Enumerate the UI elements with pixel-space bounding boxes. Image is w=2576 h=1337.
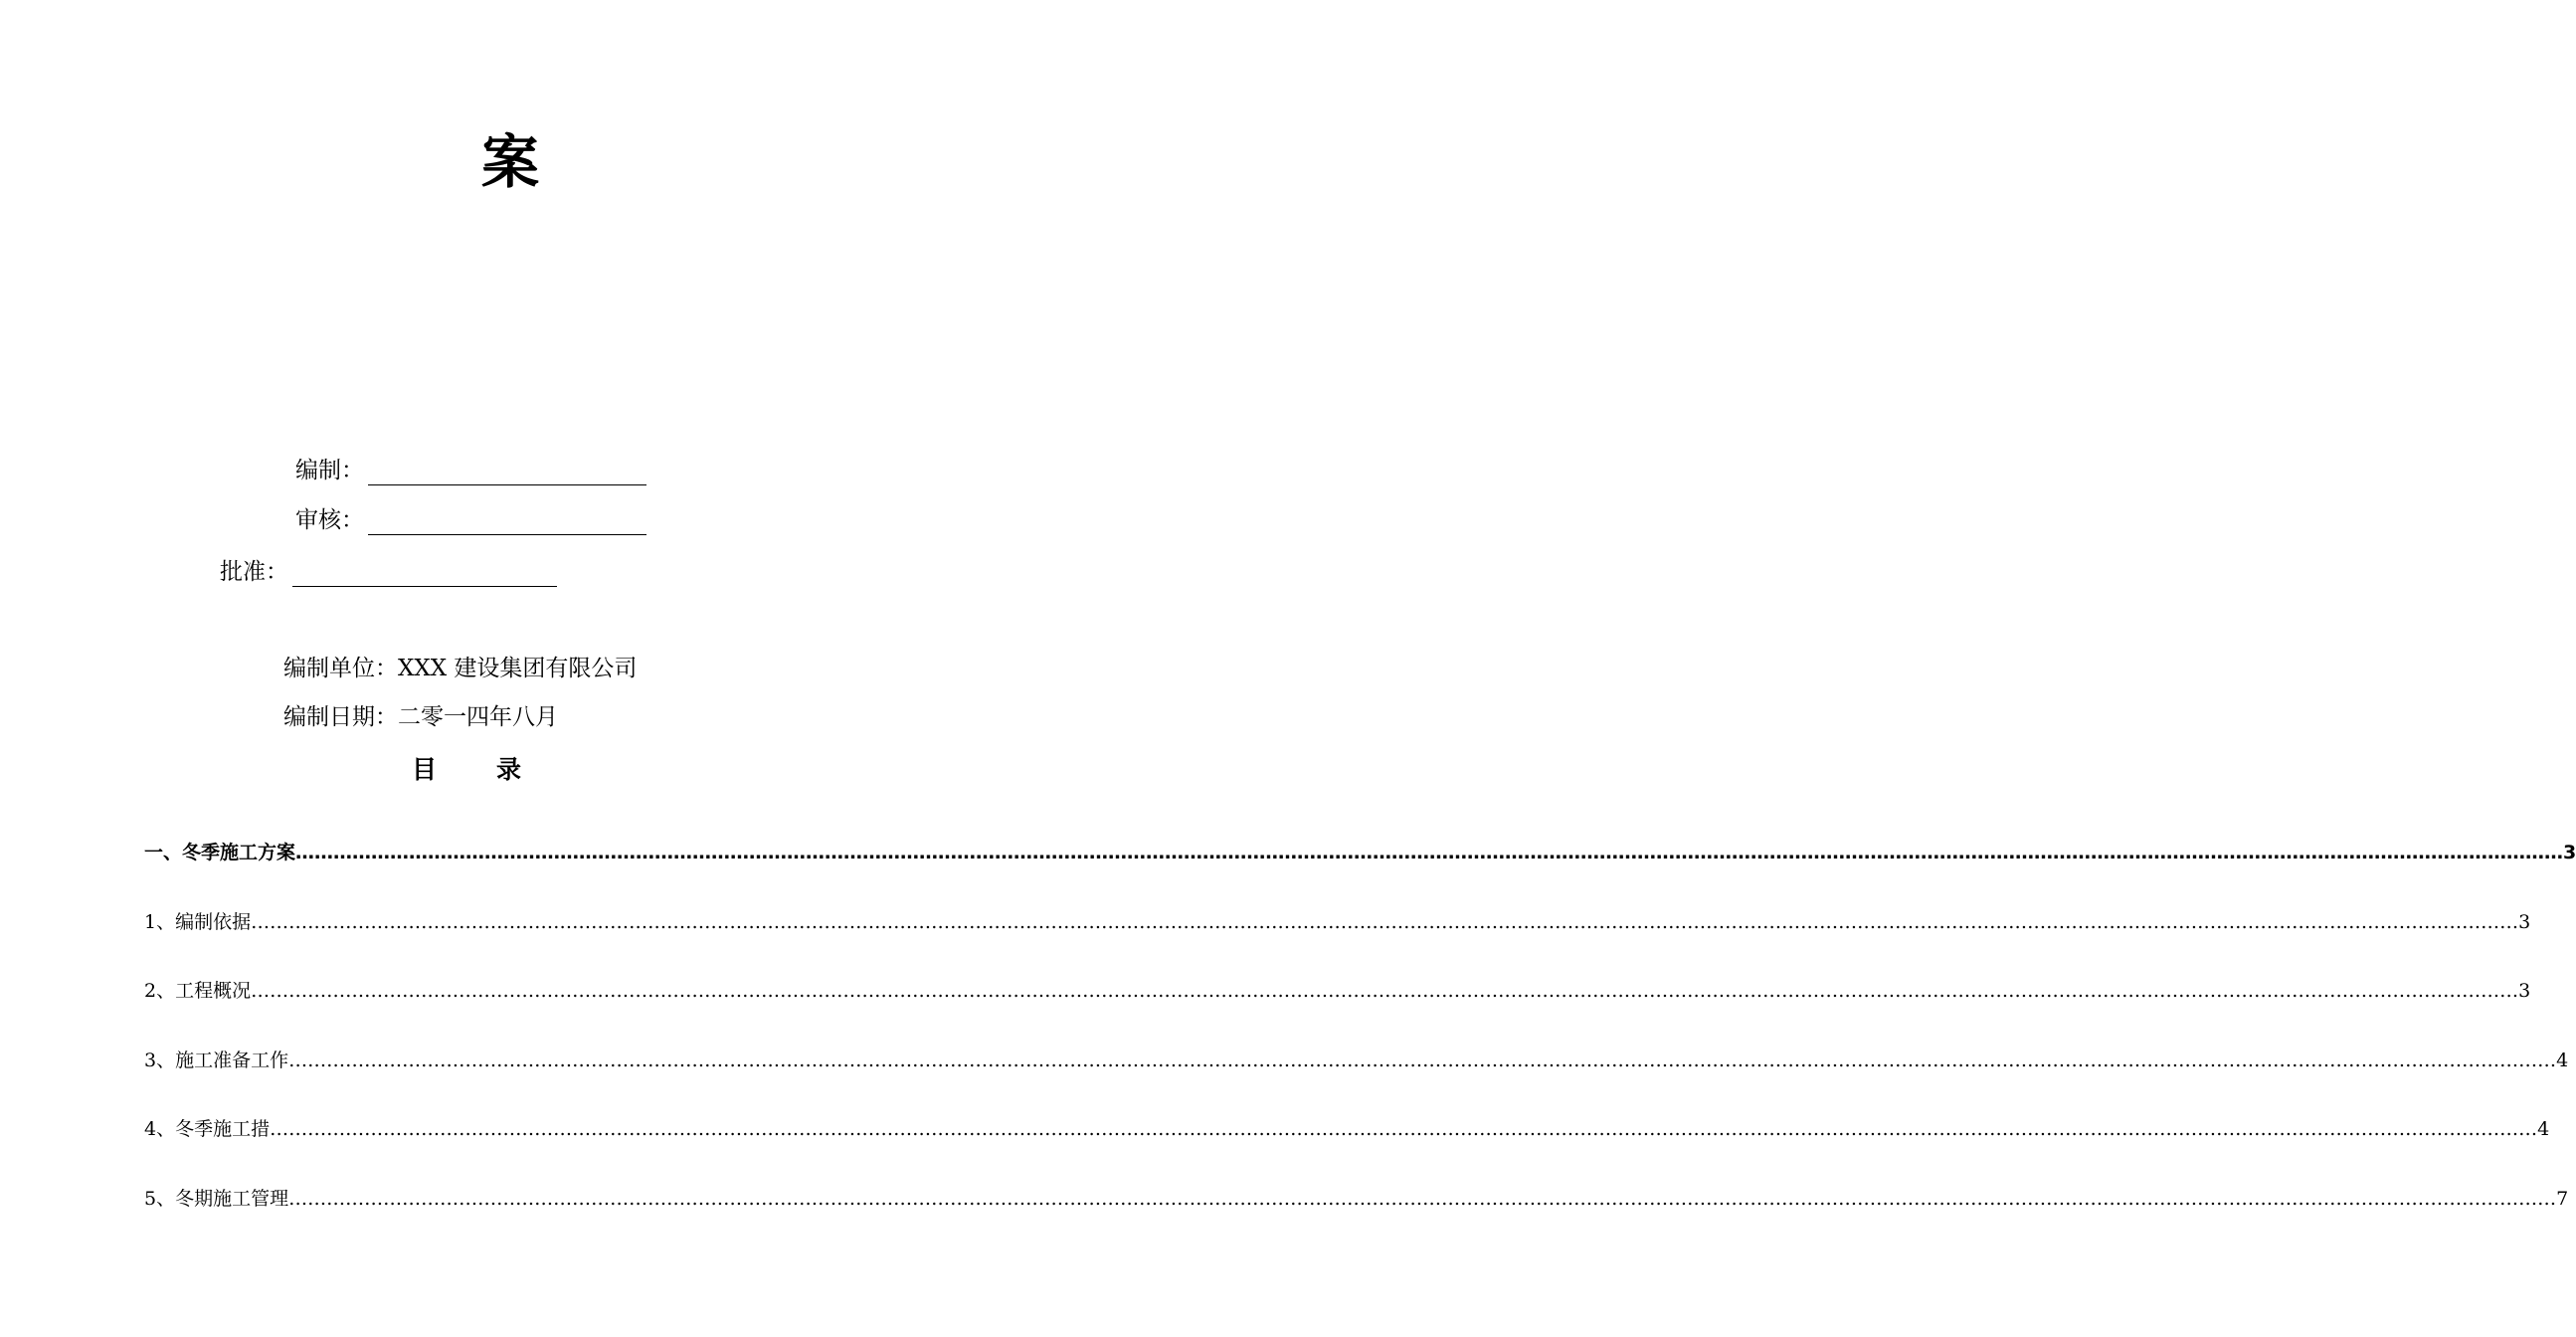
toc-item[interactable] <box>144 909 2531 935</box>
document-title: 案 <box>481 128 540 196</box>
toc-item[interactable] <box>144 978 2531 1004</box>
compile-label: 编制： <box>295 458 364 483</box>
compiling-date: 编制日期：二零一四年八月 <box>283 704 558 730</box>
toc-item-label: 1、编制依据 <box>144 911 252 933</box>
toc-leader-dots: ……………………………………………………………………………………………………………………………………………………………………………………………………………………………………………………………………………………………………………………………… <box>251 980 2519 1002</box>
toc-leader-dots: ……………………………………………………………………………………………………………………………………………………………………………………………………………………………………………………………………………………………………………………………… <box>251 911 2519 933</box>
toc-item-page: 3 <box>2563 842 2576 863</box>
toc-item-page: 4 <box>2556 1050 2569 1071</box>
toc-item-page: 4 <box>2537 1118 2550 1140</box>
toc-item-label: 2、工程概况 <box>144 980 252 1002</box>
compiling-unit: 编制单位：XXX 建设集团有限公司 <box>283 656 638 681</box>
toc-item-page: 3 <box>2518 911 2531 933</box>
toc-title <box>412 754 521 786</box>
toc-item[interactable] <box>144 1186 2569 1212</box>
toc-leader-dots: ……………………………………………………………………………………………………………………………………………………………………………………………………………………………………………………………………………………………………………………………… <box>288 1188 2557 1210</box>
toc-item-label: 5、冬期施工管理 <box>144 1188 289 1210</box>
approve-signature-row <box>220 557 557 587</box>
toc-item-label: 4、冬季施工措 <box>144 1118 271 1140</box>
approve-signature-line <box>292 562 557 587</box>
toc-item-page: 3 <box>2518 980 2531 1002</box>
toc-item[interactable] <box>144 1116 2550 1142</box>
review-signature-line <box>368 510 646 535</box>
toc-title-right: 录 <box>496 755 522 784</box>
review-label: 审核： <box>295 507 364 533</box>
toc-item-label: 3、施工准备工作 <box>144 1050 289 1071</box>
compile-signature-row <box>295 456 646 485</box>
toc-title-left: 目 <box>412 755 438 784</box>
toc-leader-dots: ……………………………………………………………………………………………………………………………………………………………………………………………………………………………………………………………………………………………………………………………… <box>270 1118 2538 1140</box>
toc-leader-dots: ……………………………………………………………………………………………………………………………………………………………………………………………………………………………………………………………………………………………………………………………… <box>288 1050 2557 1071</box>
toc-item[interactable] <box>144 840 2576 865</box>
review-signature-row <box>295 505 646 535</box>
toc-leader-dots: ……………………………………………………………………………………………………………………………………………………………………………………………………………………………………………………………………………………………………………………………… <box>295 842 2564 863</box>
compile-signature-line <box>368 461 646 485</box>
approve-label: 批准： <box>220 559 288 585</box>
toc-item-page: 7 <box>2556 1188 2569 1210</box>
toc-item[interactable] <box>144 1048 2569 1073</box>
toc-item-label: 一、冬季施工方案 <box>144 842 296 863</box>
